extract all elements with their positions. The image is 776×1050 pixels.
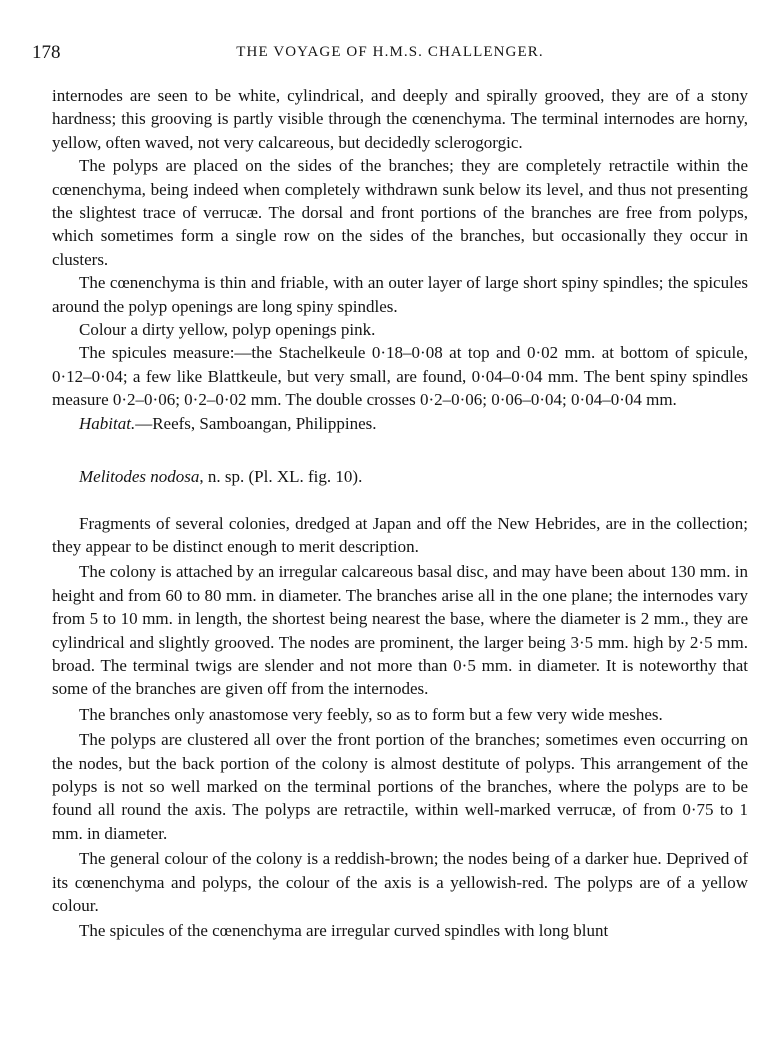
page-number: 178 <box>32 42 61 63</box>
paragraph: The colony is attached by an irregular calcareous basal disc, and may have been about 130 mm. in height and from 60 to 80 mm. in diameter. The branches arise all in the one plane; the internodes vary from 5 to 10 mm. in length, the shortest being nearest the base, where the diameter is 2 mm., they are cylindrical and slightly grooved. The nodes are prominent, the larger being 3·5 mm. high by 2·5 mm. broad. The terminal twigs are slender and not more than 0·5 mm. in diameter. It is noteworthy that some of the branches are given off from the internodes. <box>52 562 748 699</box>
paragraph: The branches only anastomose very feebly, so as to form but a few very wide meshes. <box>79 704 663 724</box>
species-heading <box>79 465 748 488</box>
paragraph: The general colour of the colony is a reddish-brown; the nodes being of a darker hue. Deprived of its cœnenchyma and polyps, the colour of the axis is a yellowish-red. The polyps are of a yellow colour. <box>52 849 748 915</box>
paragraph: Colour a dirty yellow, polyp openings pink. <box>79 320 376 340</box>
species-name: Melitodes nodosa <box>79 467 200 487</box>
page-header <box>32 42 748 68</box>
paragraph: The spicules of the cœnenchyma are irregular curved spindles with long blunt <box>79 921 609 941</box>
species-reference: , n. sp. (Pl. XL. fig. 10). <box>199 467 363 487</box>
paragraph: Fragments of several colonies, dredged at Japan and off the New Hebrides, are in the collection; they appear to be distinct enough to merit description. <box>52 513 748 556</box>
habitat-label: Habitat. <box>79 413 136 433</box>
paragraph: The polyps are clustered all over the front portion of the branches; sometimes even occurring on the nodes, but the back portion of the colony is almost destitute of polyps. This arrangement of the polyps is not so well marked on the terminal portions of the branches, where the polyps are to be found all round the axis. The polyps are retractile, within well-marked verrucæ, of from 0·75 to 1 mm. in diameter. <box>52 730 748 843</box>
running-title: THE VOYAGE OF H.M.S. CHALLENGER. <box>236 44 544 60</box>
paragraph: internodes are seen to be white, cylindrical, and deeply and spirally grooved, they are of a stony hardness; this grooving is partly visible through the cœnenchyma. The terminal internodes are horny, yellow, often waved, not very calcareous, but decidedly sclerogorgic. <box>52 86 748 152</box>
paragraph: The polyps are placed on the sides of the branches; they are completely retractile within the cœnenchyma, being indeed when completely withdrawn sunk below its level, and thus not presenting the slightest trace of verrucæ. The dorsal and front portions of the branches are free from polyps, which sometimes form a single row on the sides of the branches, but occasionally they occur in clusters. <box>52 156 748 269</box>
habitat-text: —Reefs, Samboangan, Philippines. <box>135 413 377 433</box>
habitat-line <box>52 412 748 435</box>
body-text <box>52 84 748 943</box>
paragraph: The spicules measure:—the Stachelkeule 0·18–0·08 at top and 0·02 mm. at bottom of spicule, 0·12–0·04; a few like Blattkeule, but very small, are found, 0·04–0·04 mm. The bent spiny spindles measure 0·2–0·06; 0·2–0·02 mm. The double crosses 0·2–0·06; 0·06–0·04; 0·04–0·04 mm. <box>52 343 748 410</box>
paragraph: The cœnenchyma is thin and friable, with an outer layer of large short spiny spindles; the spicules around the polyp openings are long spiny spindles. <box>52 273 748 316</box>
